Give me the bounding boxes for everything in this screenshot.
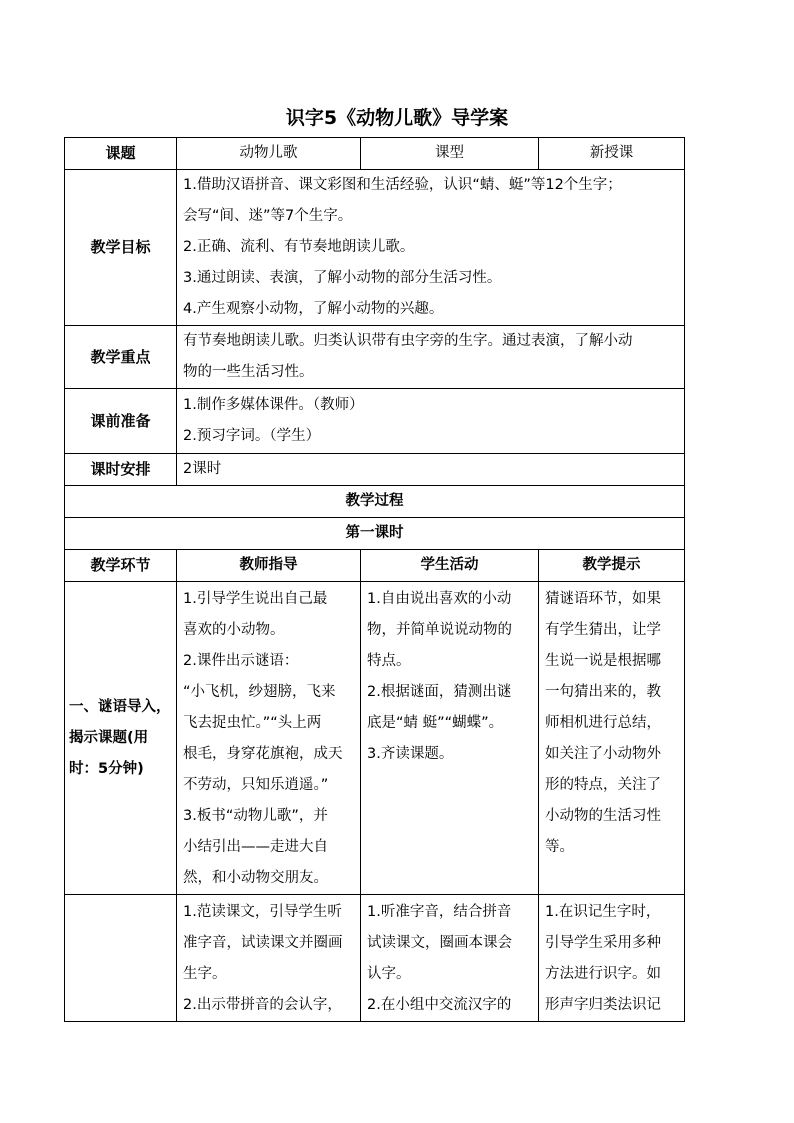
- column-header-tips: 教学提示: [539, 550, 685, 582]
- step1-teacher-line: 飞去捉虫忙。”“头上两: [183, 715, 322, 731]
- key-points-content: [177, 326, 685, 389]
- lesson-plan-table: [64, 137, 685, 1022]
- columns-row: [65, 550, 685, 582]
- step2-tips-line: 方法进行识字。如: [545, 966, 661, 982]
- step2-name: [65, 895, 177, 1022]
- step1-teacher-line: 根毛，身穿花旗袍，成天: [183, 746, 343, 762]
- column-header-student: 学生活动: [361, 550, 539, 582]
- step1-teacher-line: 喜欢的小动物。: [183, 622, 285, 638]
- goals-label: 教学目标: [65, 170, 177, 326]
- page-title: 识字5《动物儿歌》导学案: [285, 107, 509, 129]
- goals-line: 1.借助汉语拼音、课文彩图和生活经验，认识“蜻、蜓”等12个生字；: [183, 177, 622, 193]
- step2-teacher: [177, 895, 361, 1022]
- process-title-row: [65, 486, 685, 518]
- schedule-row: [65, 454, 685, 486]
- lesson-title: 第一课时: [65, 518, 685, 550]
- step1-name-line: 一、谜语导入，: [69, 698, 171, 715]
- step2-tips-line: 形声字归类法识记: [545, 997, 661, 1013]
- step1-tips: [539, 582, 685, 895]
- lesson-title-row: [65, 518, 685, 550]
- step2-teacher-line: 生字。: [183, 966, 227, 982]
- step1-teacher-line: 然，和小动物交朋友。: [183, 870, 328, 886]
- step1-student-line: 2.根据谜面，猜测出谜: [367, 684, 512, 700]
- step1-student-line: 1.自由说出喜欢的小动: [367, 591, 512, 607]
- preparation-line: 2.预习字词。（学生）: [183, 428, 321, 444]
- step1-teacher: [177, 582, 361, 895]
- schedule-value: 2课时: [177, 454, 685, 486]
- step1-tips-line: 如关注了小动物外: [545, 746, 661, 762]
- step1-teacher-line: 2.课件出示谜语：: [183, 653, 299, 669]
- step2-student-line: 1.听准字音，结合拼音: [367, 904, 512, 920]
- topic-label: 课题: [65, 138, 177, 170]
- step1-student-line: 底是“蜻 蜓”“蝴蝶”。: [367, 715, 504, 731]
- step1-tips-line: 形的特点，关注了: [545, 777, 661, 793]
- step1-row: [65, 582, 685, 895]
- goals-line: 3.通过朗读、表演，了解小动物的部分生活习性。: [183, 270, 502, 286]
- process-title: 教学过程: [65, 486, 685, 518]
- goals-row: [65, 170, 685, 326]
- preparation-line: 1.制作多媒体课件。（教师）: [183, 397, 364, 413]
- step1-student-line: 3.齐读课题。: [367, 746, 454, 762]
- schedule-label: 课时安排: [65, 454, 177, 486]
- step2-student: [361, 895, 539, 1022]
- step1-tips-line: 等。: [545, 839, 574, 855]
- step1-teacher-line: 不劳动，只知乐逍遥。”: [183, 777, 329, 793]
- key-points-row: [65, 326, 685, 389]
- step1-name-line: 揭示课题(用: [69, 729, 149, 746]
- goals-line: 2.正确、流利、有节奏地朗读儿歌。: [183, 239, 415, 255]
- step2-student-line: 认字。: [367, 966, 411, 982]
- column-header-step: 教学环节: [65, 550, 177, 582]
- goals-content: [177, 170, 685, 326]
- step1-name: [65, 582, 177, 895]
- preparation-row: [65, 389, 685, 454]
- step1-teacher-line: 3.板书“动物儿歌”，并: [183, 808, 328, 824]
- step1-tips-line: 小动物的生活习性: [545, 808, 661, 824]
- step2-teacher-line: 2.出示带拼音的会认字，: [183, 997, 342, 1013]
- key-points-line: 有节奏地朗读儿歌。归类认识带有虫字旁的生字。通过表演，了解小动: [183, 333, 633, 349]
- key-points-line: 物的一些生活习性。: [183, 364, 314, 380]
- step1-tips-line: 一句猜出来的，教: [545, 684, 661, 700]
- step2-teacher-line: 1.范读课文，引导学生听: [183, 904, 342, 920]
- preparation-content: [177, 389, 685, 454]
- goals-line: 4.产生观察小动物，了解小动物的兴趣。: [183, 301, 444, 317]
- step1-tips-line: 师相机进行总结，: [545, 715, 661, 731]
- step1-teacher-line: “小飞机，纱翅膀，飞来: [183, 684, 336, 700]
- key-points-label: 教学重点: [65, 326, 177, 389]
- step2-tips: [539, 895, 685, 1022]
- step1-name-line: 时：5分钟): [69, 760, 144, 777]
- step2-tips-line: 引导学生采用多种: [545, 935, 661, 951]
- goals-line: 会写“间、迷”等7个生字。: [183, 208, 353, 224]
- column-header-teacher: 教师指导: [177, 550, 361, 582]
- step2-student-line: 试读课文，圈画本课会: [367, 935, 512, 951]
- step1-teacher-line: 小结引出——走进大自: [183, 839, 328, 855]
- step1-tips-line: 生说一说是根据哪: [545, 653, 661, 669]
- step2-teacher-line: 准字音，试读课文并圈画: [183, 935, 343, 951]
- step1-teacher-line: 1.引导学生说出自己最: [183, 591, 328, 607]
- step1-tips-line: 猜谜语环节，如果: [545, 591, 661, 607]
- type-value: 新授课: [539, 138, 685, 170]
- topic-value: 动物儿歌: [177, 138, 361, 170]
- step1-student: [361, 582, 539, 895]
- step1-student-line: 物，并简单说说动物的: [367, 622, 512, 638]
- step1-student-line: 特点。: [367, 653, 411, 669]
- step2-student-line: 2.在小组中交流汉字的: [367, 997, 512, 1013]
- step2-row: [65, 895, 685, 1022]
- type-label: 课型: [361, 138, 539, 170]
- step1-tips-line: 有学生猜出，让学: [545, 622, 661, 638]
- step2-tips-line: 1.在识记生字时，: [545, 904, 661, 920]
- preparation-label: 课前准备: [65, 389, 177, 454]
- header-row: [65, 138, 685, 170]
